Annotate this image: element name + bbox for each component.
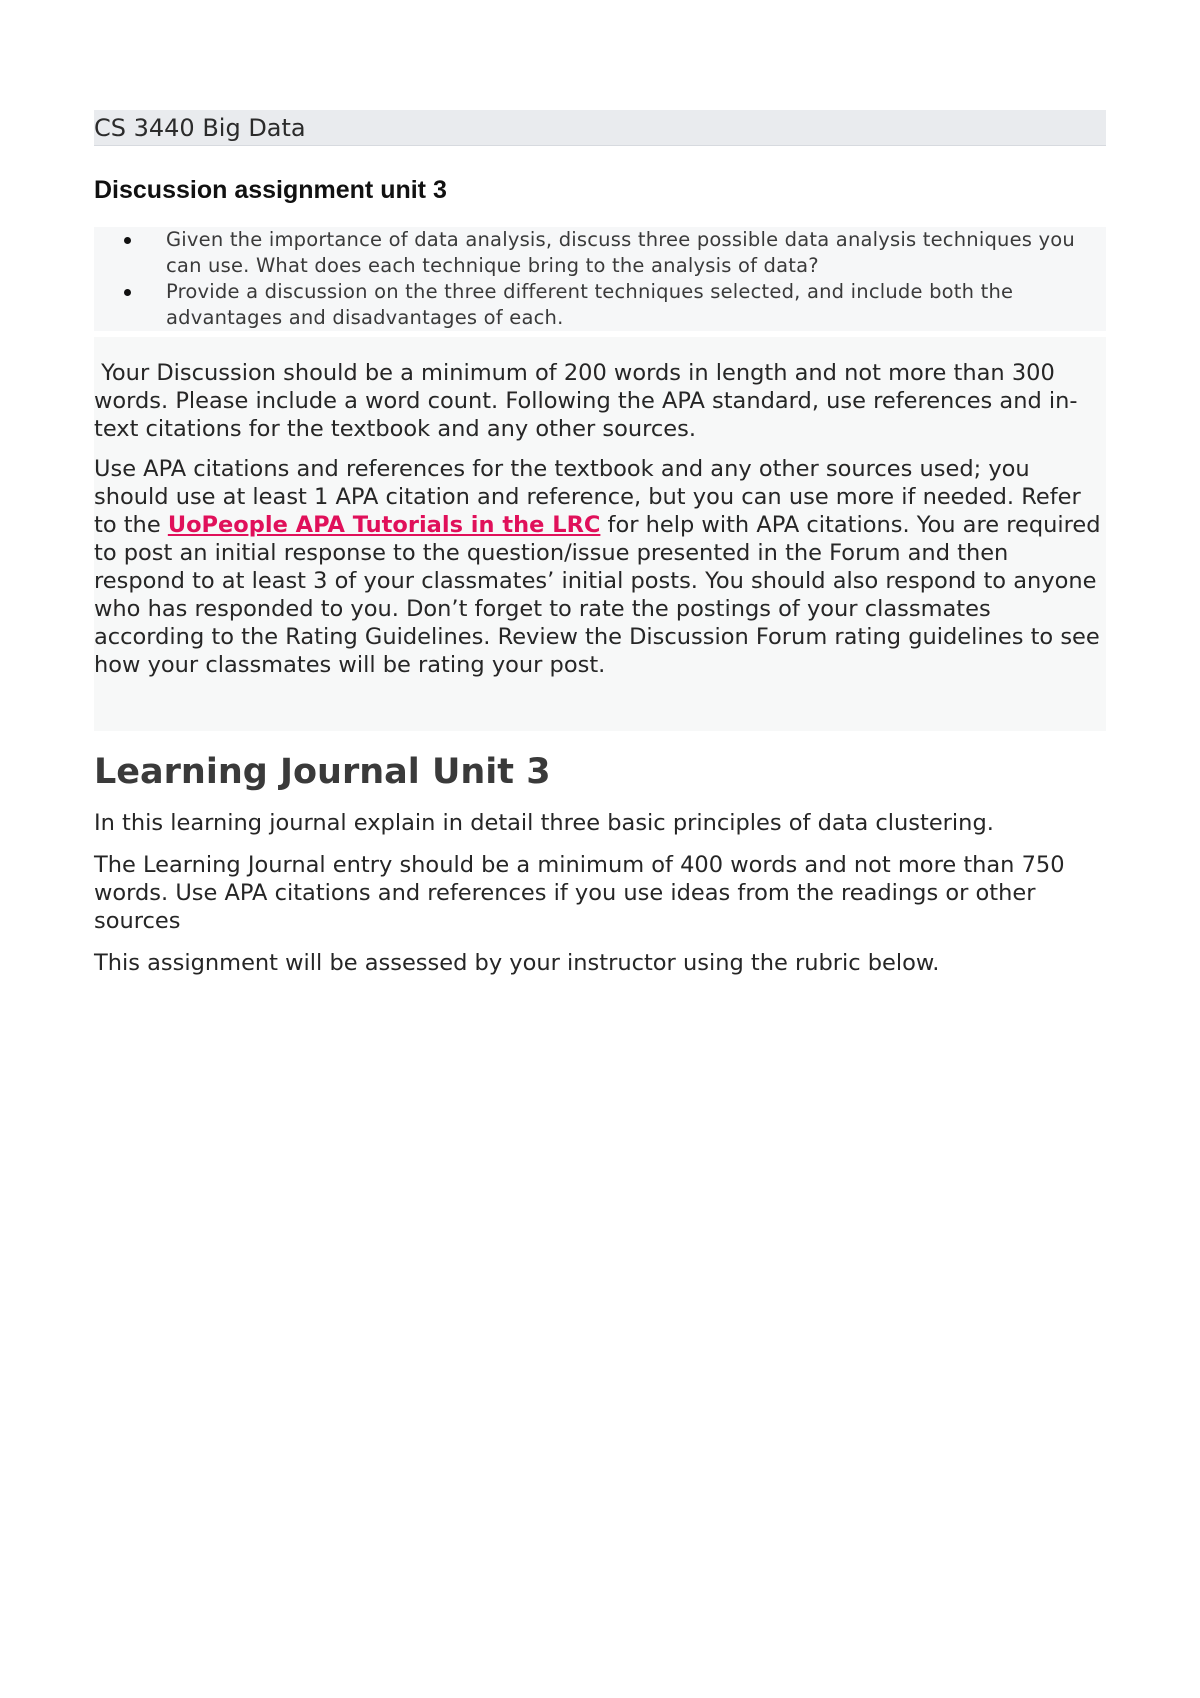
list-item	[94, 279, 1106, 331]
journal-requirements: The Learning Journal entry should be a minimum of 400 words and not more than 750 words. Use APA citations and references if you use ideas from the readings or other sources	[94, 852, 1065, 934]
discussion-prompts	[94, 227, 1106, 331]
apa-tutorials-link[interactable]: UoPeople APA Tutorials in the LRC	[167, 512, 601, 538]
journal-heading: Learning Journal Unit 3	[94, 752, 551, 792]
bullet-icon	[124, 237, 131, 244]
document-page	[94, 110, 1106, 977]
apa-paragraph	[94, 455, 1106, 679]
list-item	[94, 227, 1106, 279]
discussion-instructions	[94, 337, 1106, 731]
discussion-heading: Discussion assignment unit 3	[94, 176, 447, 204]
word-count-paragraph: Your Discussion should be a minimum of 200 words in length and not more than 300 words. Please include a word count. Following the APA standard, use references and in-text citations for the textbook and any other sources.	[94, 360, 1078, 442]
course-title: CS 3440 Big Data	[94, 114, 306, 142]
prompt-text: Given the importance of data analysis, discuss three possible data analysis techniques you can use. What does each technique bring to the analysis of data?	[166, 228, 1075, 277]
journal-assessment-note: This assignment will be assessed by your instructor using the rubric below.	[94, 950, 940, 976]
prompt-text: Provide a discussion on the three different techniques selected, and include both the advantages and disadvantages of each.	[166, 280, 1014, 329]
journal-prompt: In this learning journal explain in detail three basic principles of data clustering.	[94, 810, 994, 836]
bullet-icon	[124, 289, 131, 296]
apa-text-after-link: for help with APA citations. You are required to post an initial response to the question/issue presented in the Forum and then respond to at least 3 of your classmates’ initial posts. You should also respond to anyone who has responded to you. Don’t forget to rate the postings of your classmates according to the Rating Guidelines. Review the Discussion Forum rating guidelines to see how your classmates will be rating your post.	[94, 512, 1101, 678]
course-title-bar	[94, 110, 1106, 146]
apa-text-before-link: Use APA citations and references for the textbook and any other sources used; you should use at least 1 APA citation and reference, but you can use more if needed. Refer to the	[94, 456, 1081, 538]
prompt-list	[94, 227, 1106, 331]
